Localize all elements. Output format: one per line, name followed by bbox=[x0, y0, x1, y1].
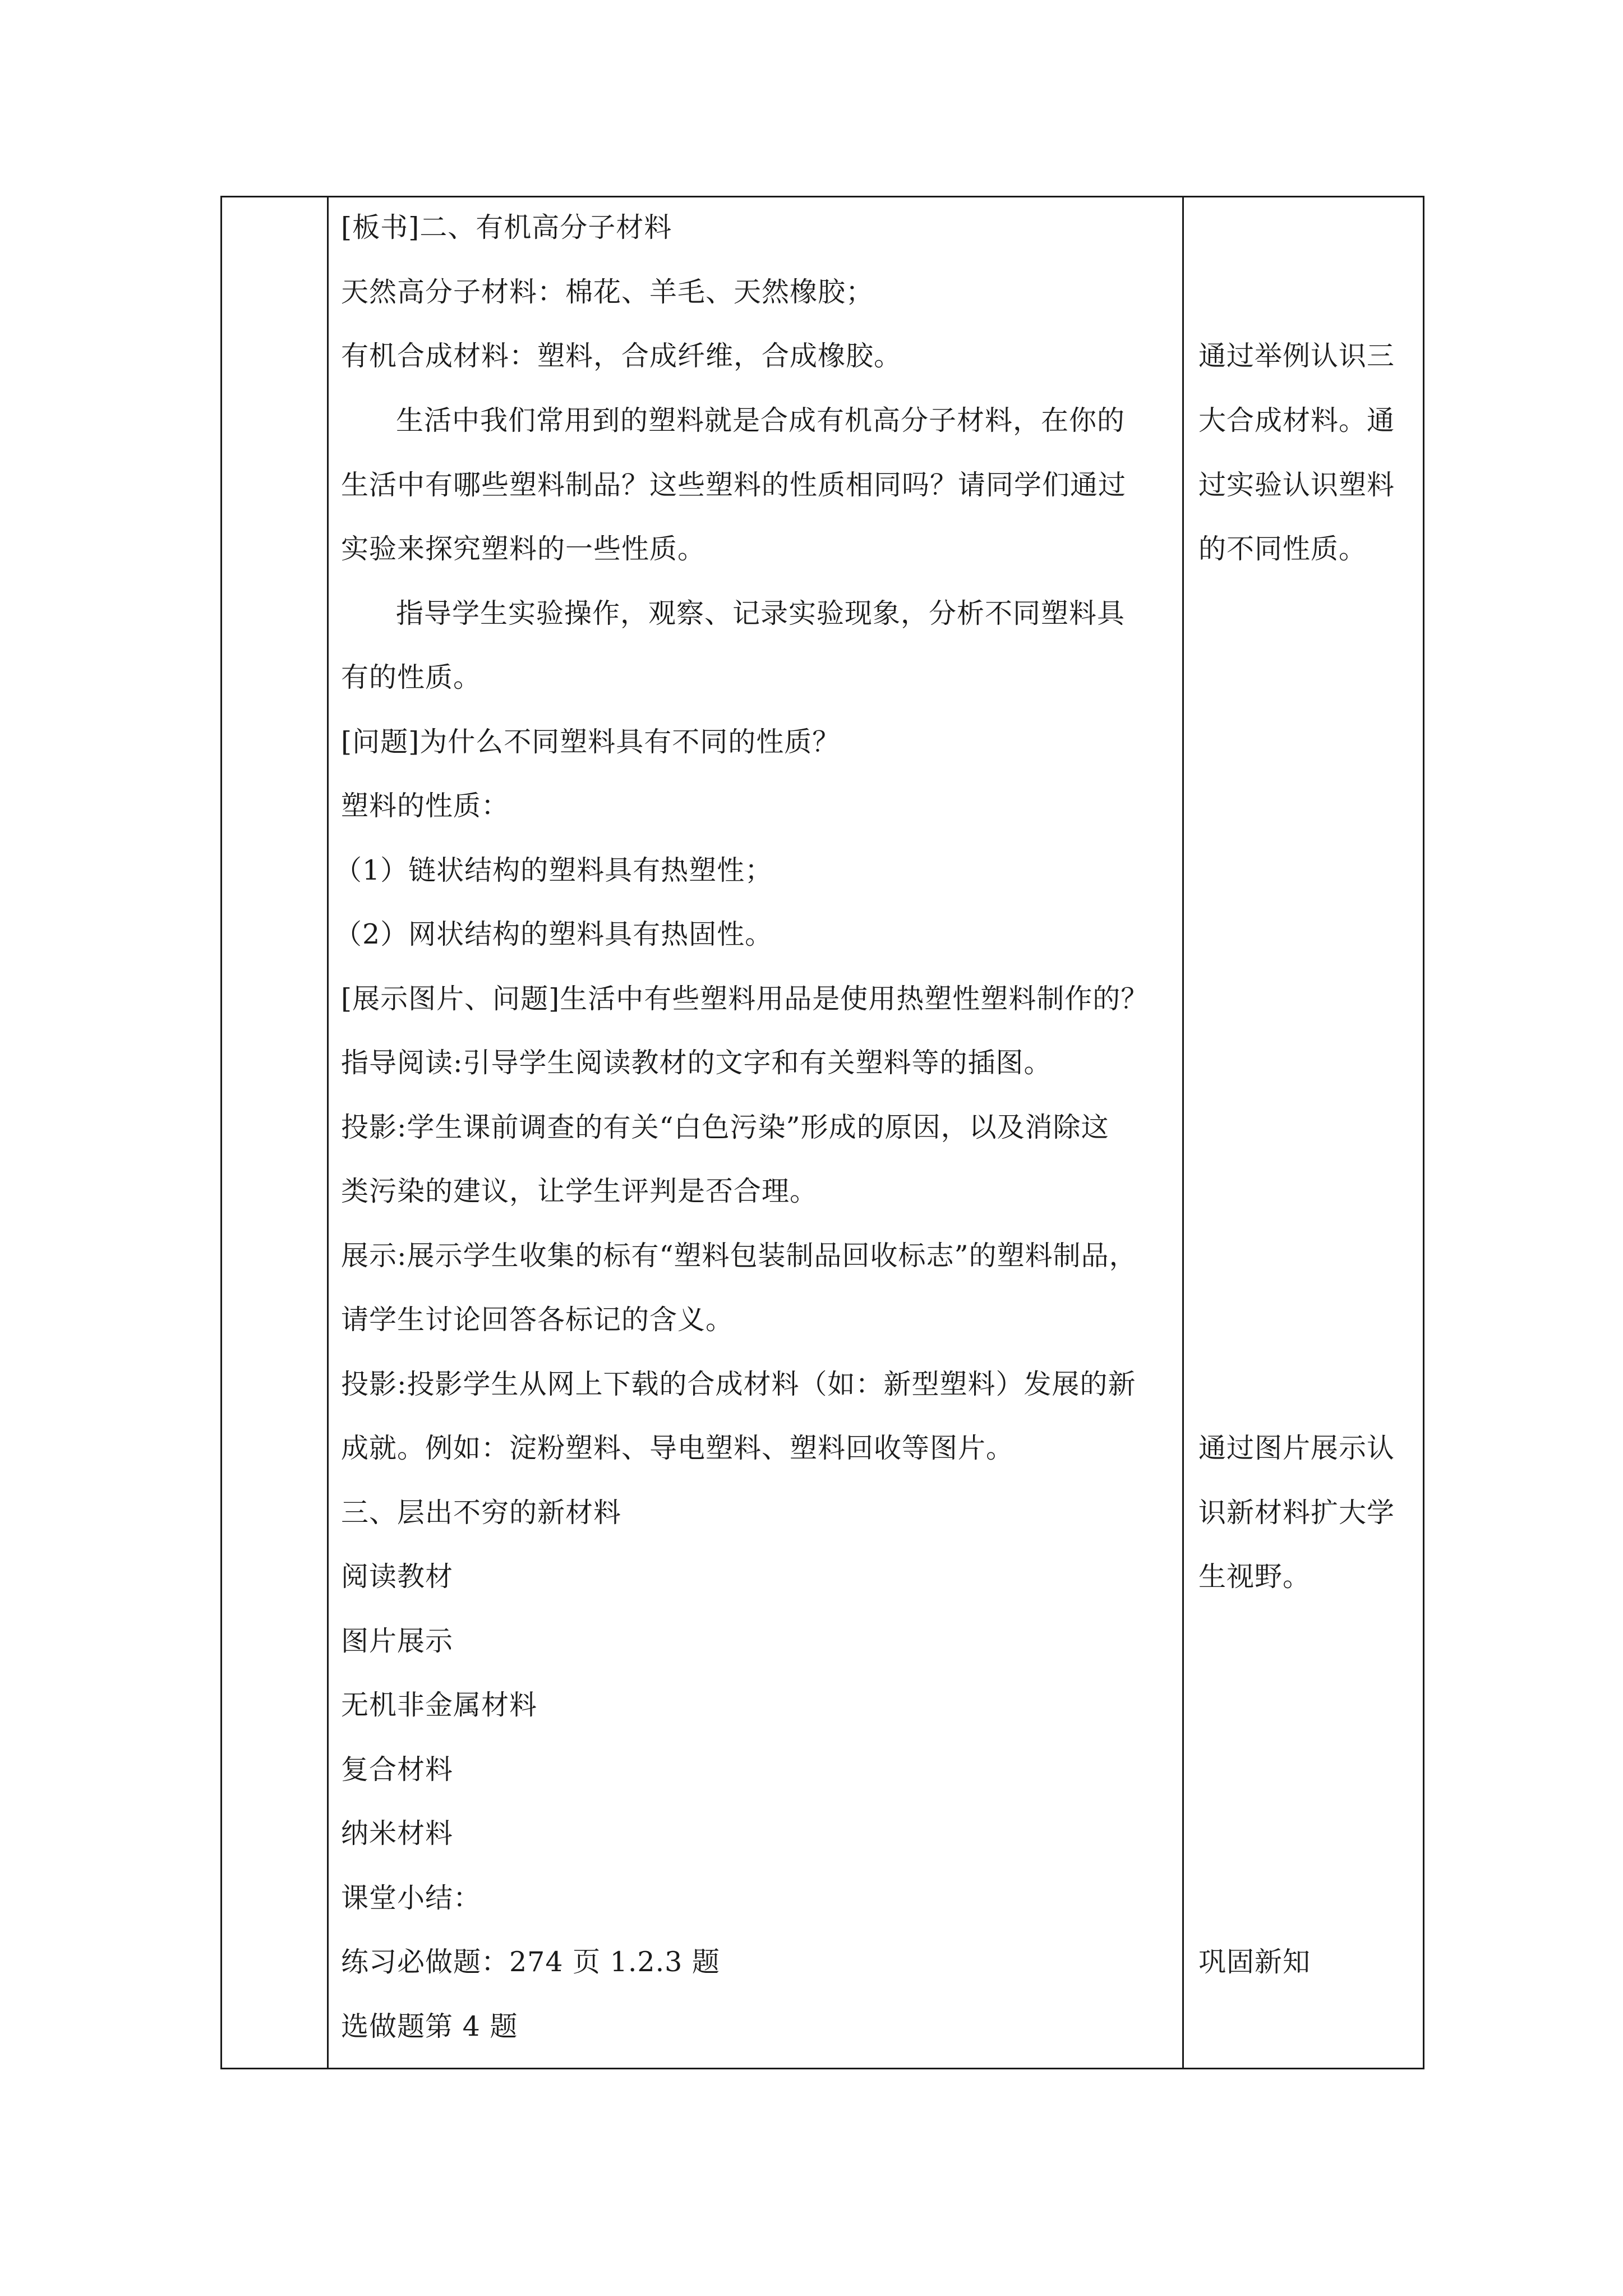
table-row bbox=[222, 197, 1424, 2069]
optional-exercise-line: 选做题第 4 题 bbox=[341, 2010, 518, 2042]
display-line: 展示:展示学生收集的标有“塑料包装制品回收标志”的塑料制品， bbox=[341, 1240, 1137, 1272]
natural-polymer-line: 天然高分子材料：棉花、羊毛、天然橡胶； bbox=[341, 276, 874, 308]
required-exercise-line: 练习必做题：274 页 1.2.3 题 bbox=[341, 1946, 720, 1978]
note-line: 识新材料扩大学 bbox=[1198, 1497, 1395, 1529]
summary-line: 课堂小结： bbox=[341, 1882, 482, 1914]
question-line: [问题]为什么不同塑料具有不同的性质？ bbox=[341, 726, 841, 758]
property-item-line: （1）链状结构的塑料具有热塑性； bbox=[334, 854, 773, 886]
note-line: 生视野。 bbox=[1198, 1561, 1311, 1593]
properties-heading-line: 塑料的性质： bbox=[341, 790, 510, 822]
list-item: 图片展示 bbox=[341, 1625, 454, 1657]
projection-line: 投影:投影学生从网上下载的合成材料（如：新型塑料）发展的新 bbox=[341, 1368, 1136, 1400]
guided-reading-line: 指导阅读:引导学生阅读教材的文字和有关塑料等的插图。 bbox=[341, 1047, 1052, 1079]
teaching-process-cell bbox=[328, 197, 1183, 2069]
paragraph-line: 指导学生实验操作，观察、记录实验现象，分析不同塑料具 bbox=[396, 597, 1126, 629]
design-intent-cell bbox=[1183, 197, 1424, 2069]
paragraph-line: 实验来探究塑料的一些性质。 bbox=[341, 533, 706, 565]
projection-line: 成就。例如：淀粉塑料、导电塑料、塑料回收等图片。 bbox=[341, 1432, 1015, 1464]
list-item: 纳米材料 bbox=[341, 1818, 454, 1849]
projection-line: 投影:学生课前调查的有关“白色污染”形成的原因，以及消除这 bbox=[341, 1111, 1109, 1143]
display-line: 请学生讨论回答各标记的含义。 bbox=[341, 1304, 734, 1336]
list-item: 无机非金属材料 bbox=[341, 1689, 538, 1721]
list-item: 复合材料 bbox=[341, 1754, 454, 1786]
note-line: 大合成材料。通 bbox=[1198, 404, 1395, 436]
note-line: 巩固新知 bbox=[1198, 1946, 1311, 1978]
note-line: 过实验认识塑料 bbox=[1198, 469, 1395, 501]
blank-left-cell bbox=[222, 197, 328, 2069]
note-line: 的不同性质。 bbox=[1198, 533, 1367, 565]
synthetic-material-line: 有机合成材料：塑料，合成纤维，合成橡胶。 bbox=[341, 340, 902, 372]
projection-line: 类污染的建议，让学生评判是否合理。 bbox=[341, 1175, 818, 1207]
list-item: 阅读教材 bbox=[341, 1561, 454, 1593]
property-item-line: （2）网状结构的塑料具有热固性。 bbox=[334, 918, 773, 950]
section-heading-line: 三、层出不穷的新材料 bbox=[341, 1497, 622, 1529]
note-line: 通过举例认识三 bbox=[1198, 340, 1395, 372]
board-heading-line: [板书]二、有机高分子材料 bbox=[341, 211, 672, 243]
paragraph-line: 生活中我们常用到的塑料就是合成有机高分子材料，在你的 bbox=[396, 404, 1126, 436]
lesson-plan-table bbox=[220, 196, 1424, 2069]
paragraph-line: 生活中有哪些塑料制品？这些塑料的性质相同吗？请同学们通过 bbox=[341, 469, 1127, 501]
paragraph-line: 有的性质。 bbox=[341, 661, 482, 693]
show-pictures-line: [展示图片、问题]生活中有些塑料用品是使用热塑性塑料制作的？ bbox=[341, 983, 1149, 1015]
note-line: 通过图片展示认 bbox=[1198, 1432, 1395, 1464]
